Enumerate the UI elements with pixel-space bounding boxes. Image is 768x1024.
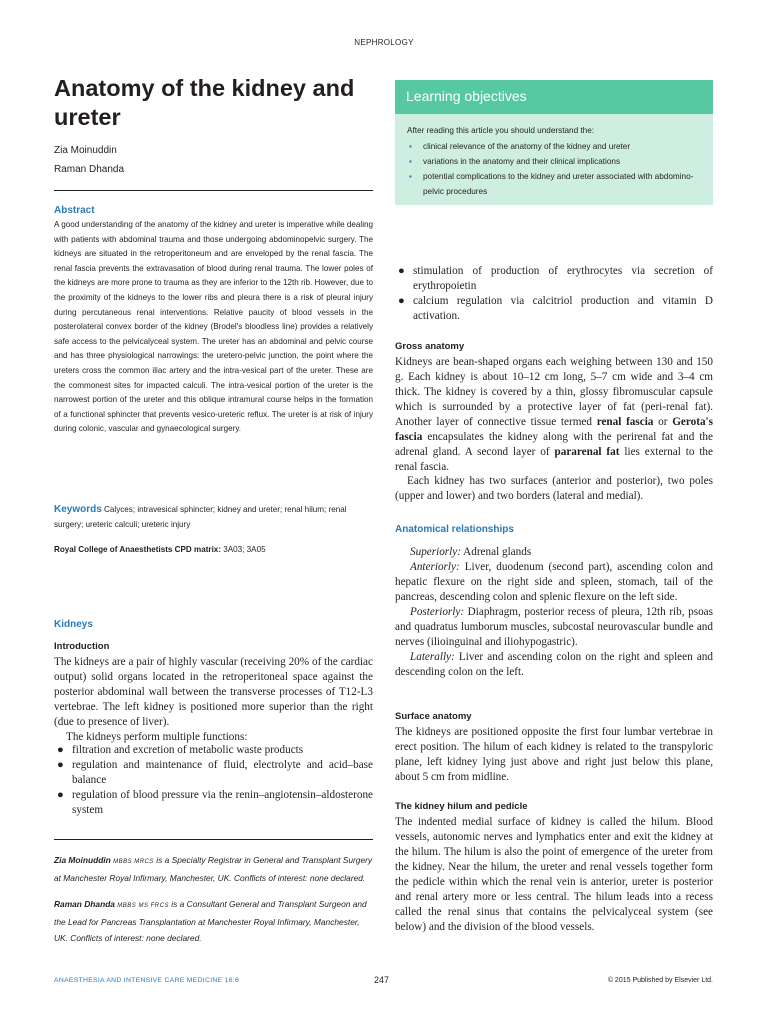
running-header: NEPHROLOGY	[354, 38, 414, 47]
functions-list-continued	[395, 264, 713, 324]
objective-item: ▪ potential complications to the kidney and ureter associated with abdomino-pelvic procedures	[409, 172, 694, 196]
learning-objectives-intro: After reading this article you should understand the:	[407, 126, 595, 135]
introduction-text: The kidneys are a pair of highly vascular (receiving 20% of the cardiac output) solid organs located in the retroperitoneal space against the posterior abdominal wall between the transverse processes of T12-L3 vertebrae. The left kidney is positioned more superior than the right (due to presence of liver).	[54, 656, 373, 728]
bullet-icon: ▪	[409, 172, 412, 181]
relationship-item: Laterally: Liver and ascending colon on the right and spleen and descending colon on the left.	[395, 651, 713, 678]
functions-lead: The kidneys perform multiple functions:	[66, 731, 248, 743]
list-item: ● regulation and maintenance of fluid, electrolyte and acid–base balance	[57, 759, 373, 786]
abstract-text: A good understanding of the anatomy of the kidney and ureter is imperative while dealing with patients with abdominal trauma and those undergoing abdominopelvic surgery. The kidneys are situated in the retroperitoneum and are enveloped by the renal fascia. The renal fascia prevents the extravasation of blood during renal trauma. The lower poles of the kidneys are more prone to trauma as they are inferior to the 12th rib. However, due to the proximity of the kidneys to the lower ribs and pleura there is a risk of pleural injury during percutaneous renal interventions. Relative paucity of blood vessels in the posterolateral convex border of the kidney (Brodel's bloodless line) provides a relatively safe access to the pelvicalyceal system. The ureter has an abdominal and pelvic course and has three physiological narrowings: the uretero-pelvic junction, the point where the ureters cross the common iliac artery and the intra-vesical part of the ureter. These are the commonest sites for impacted calculi. The intra-vesical portion of the ureter is the narrowest portion of the ureter and this oblique intramural course helps in the formation of a functional sphincter that prevents vesico-ureteric reflux. The ureter is at risk of injury during colonic, vascular and gynaecological surgery.	[54, 220, 373, 434]
footer-journal: ANAESTHESIA AND INTENSIVE CARE MEDICINE 16:6	[54, 977, 240, 984]
footer-copyright: © 2015 Published by Elsevier Ltd.	[607, 977, 713, 984]
list-item: ● calcium regulation via calcitriol production and vitamin D activation.	[398, 295, 713, 322]
author-bios	[54, 852, 374, 956]
bio-divider	[54, 839, 373, 840]
bullet-icon: ▪	[409, 142, 412, 151]
learning-objectives-header	[395, 80, 713, 114]
keywords	[54, 503, 373, 532]
gross-anatomy-heading: Gross anatomy	[395, 341, 465, 352]
author-1: Zia Moinuddin	[54, 145, 117, 156]
hilum-text: The indented medial surface of kidney is called the hilum. Blood vessels, autonomic nerves and lymphatics enter and exit the kidney at the hilum. The hilum is also the point of emergence of the ureter from the kidney. Near the hilum, the ureter and renal vessels together form the pedicle within which the renal vein is anterior, ureter is posterior and renal artery more or less central. The hilum leads into a recess called the renal sinus that contains the pelvicalyceal system (see below) and the division of the blood vessels.	[395, 816, 713, 933]
surface-anatomy-text: The kidneys are positioned opposite the first four lumbar vertebrae in erect position. The hilum of each kidney is related to the transpyloric plane, left kidney lying just above and right just below this plane, about 5 cm from midline.	[395, 726, 713, 783]
keywords-label: Keywords	[54, 504, 102, 515]
cpd-matrix	[54, 545, 266, 554]
author-bio: Zia Moinuddin MBBS MRCS is a Specialty Registrar in General and Transplant Surgery at Manchester Royal Infirmary, Manchester, UK. Conflicts of interest: none declared.	[54, 855, 373, 883]
relationship-item: Anteriorly: Liver, duodenum (second part), ascending colon and hepatic flexure on the right side and spleen, stomach, tail of the pancreas, descending colon and splenic flexure on the left side.	[395, 561, 713, 603]
gross-anatomy-paragraph-1: Kidneys are bean-shaped organs each weighing between 130 and 150 g. Each kidney is about 10–12 cm long, 5–7 cm wide and 3–4 cm thick. The kidney is covered by a thin, glossy fibromuscular capsule which is surrounded by a protective layer of fat (peri-renal fat). Another layer of connective tissue termed renal fascia or Gerota's fascia encapsulates the kidney along with the perirenal fat and the adrenal gland. A second layer of pararenal fat lies external to the renal fascia.	[395, 356, 713, 473]
page-number: 247	[374, 975, 390, 985]
introduction-heading: Introduction	[54, 641, 110, 652]
list-item: ● filtration and excretion of metabolic waste products	[57, 744, 304, 756]
relationship-item: Superiorly: Adrenal glands	[410, 546, 532, 558]
article-title: Anatomy of the kidney and ureter	[54, 75, 355, 130]
objective-item: ▪ variations in the anatomy and their clinical implications	[407, 155, 707, 170]
list-item: ● stimulation of production of erythrocytes via secretion of erythropoietin	[398, 265, 713, 292]
keywords-list: Calyces; intravesical sphincter; kidney and ureter; renal hilum; renal surgery; ureteric calculi; ureteric injury	[54, 505, 347, 529]
author-2: Raman Dhanda	[54, 164, 125, 175]
learning-objectives-title: Learning objectives	[406, 88, 527, 104]
learning-objectives-box	[395, 80, 713, 205]
surface-anatomy-heading: Surface anatomy	[395, 711, 472, 722]
relationship-item: Posteriorly: Diaphragm, posterior recess of pleura, 12th rib, psoas and quadratus lumborum muscles, subcostal neurovascular bundle and nerves (ilioinguinal and iliohypogastric).	[395, 606, 713, 648]
abstract-heading: Abstract	[54, 205, 95, 216]
kidneys-heading: Kidneys	[54, 619, 93, 630]
bullet-icon: ▪	[409, 157, 412, 166]
anatomical-relationships-text	[395, 545, 713, 680]
author-bio: Raman Dhanda MBBS MS FRCS is a Consultant General and Transplant Surgeon and the Lead for Pancreas Transplantation at Manchester Royal Infirmary, Manchester, UK. Conflicts of interest: none declared.	[54, 899, 367, 943]
anatomical-relationships-heading: Anatomical relationships	[395, 524, 514, 535]
functions-list	[54, 743, 373, 818]
title-divider	[54, 190, 373, 191]
cpd-value: 3A03; 3A05	[223, 545, 266, 554]
cpd-label: Royal College of Anaesthetists CPD matrix:	[54, 545, 222, 554]
list-item: ● regulation of blood pressure via the renin–angiotensin–aldosterone system	[57, 789, 373, 816]
hilum-heading: The kidney hilum and pedicle	[395, 801, 528, 812]
gross-anatomy-paragraph-2: Each kidney has two surfaces (anterior and posterior), two poles (upper and lower) and two borders (lateral and medial).	[395, 475, 713, 502]
objective-item: ▪ clinical relevance of the anatomy of the kidney and ureter	[407, 140, 707, 155]
